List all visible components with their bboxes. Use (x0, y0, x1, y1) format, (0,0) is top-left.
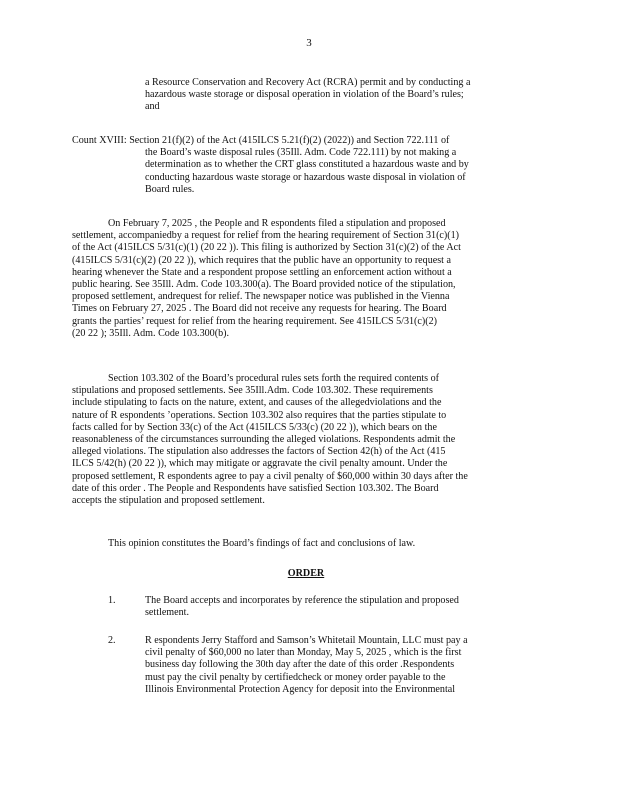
text-line: conducting hazardous waste storage or hazardous waste disposal in violation of (145, 171, 466, 183)
text-line: The Board accepts and incorporates by reference the stipulation and proposed (145, 595, 459, 606)
text-line: reasonableness of the circumstances surrounding the alleged violations. Respondents admit the (72, 434, 456, 446)
order-item-2 (145, 635, 533, 696)
text-line: proposed settlement, andrequest for relief. The newspaper notice was published in the Vienna (72, 291, 450, 303)
text-line: and (145, 101, 160, 113)
text-line: stipulations and proposed settlements. See 35Ill.Adm. Code 103.302. These requirements (72, 385, 433, 397)
order-item-number: 1. (108, 595, 116, 606)
text-line: On February 7, 2025 , the People and R espondents filed a stipulation and proposed (108, 218, 446, 229)
text-line: settlement. (145, 607, 190, 619)
paragraph-section-103-302 (72, 373, 532, 507)
text-line: proposed settlement, R espondents agree to pay a civil penalty of $60,000 within 30 days after the (72, 470, 468, 482)
text-line: facts called for by Section 33(c) of the Act (415ILCS 5/33(c) (20 22 )), which bears on the (72, 421, 437, 433)
paragraph-stipulation-filed (72, 218, 532, 340)
text-line: civil penalty of $60,000 no later than Monday, May 5, 2025 , which is the first (145, 647, 462, 659)
text-line: grants the parties’ request for relief from the hearing requirement. See 415ILCS 5/31(c)(2) (72, 315, 438, 327)
text-line: hearing whenever the State and a respondent propose settling an enforcement action without a (72, 266, 452, 278)
text-line: Times on February 27, 2025 . The Board did not receive any requests for hearing. The Board (72, 303, 447, 315)
order-item-number: 2. (108, 635, 116, 646)
text-line: (20 22 ); 35Ill. Adm. Code 103.300(b). (72, 327, 229, 339)
text-line: include stipulating to facts on the nature, extent, and causes of the allegedviolations and the (72, 397, 442, 409)
text-line: settlement, accompaniedby a request for relief from the hearing requirement of Section 31(c)(1) (72, 230, 460, 242)
text-line: Board rules. (145, 183, 195, 195)
order-heading-text: ORDER (287, 568, 325, 579)
page-number: 3 (306, 37, 312, 49)
text-line: accepts the stipulation and proposed settlement. (72, 495, 265, 507)
text-line: This opinion constitutes the Board’s findings of fact and conclusions of law. (108, 538, 416, 549)
order-item-1 (145, 595, 533, 619)
text-line: hazardous waste storage or disposal operation in violation of the Board’s rules; (145, 89, 464, 101)
text-line: R espondents Jerry Stafford and Samson’s Whitetail Mountain, LLC must pay a (145, 635, 468, 646)
text-line: of the Act (415ILCS 5/31(c)(1) (20 22 )). This filing is authorized by Section 31(c)(2) of the Act (72, 242, 461, 254)
text-line: public hearing. See 35Ill. Adm. Code 103.300(a). The Board provided notice of the stipulation, (72, 279, 456, 291)
text-line: alleged violations. The stipulation also addresses the factors of Section 42(h) of the Act (415 (72, 446, 446, 458)
text-line: determination as to whether the CRT glass constituted a hazardous waste and by (145, 159, 469, 171)
text-line: ILCS 5/42(h) (20 22 )), which may mitigate or aggravate the civil penalty amount. Under the (72, 458, 448, 470)
text-line: Illinois Environmental Protection Agency for deposit into the Environmental (145, 683, 456, 695)
text-line: a Resource Conservation and Recovery Act (RCRA) permit and by conducting a (145, 77, 471, 88)
text-line: Count XVIII: Section 21(f)(2) of the Act (415ILCS 5.21(f)(2) (2022)) and Section 722.111 of (72, 135, 450, 146)
text-line: nature of R espondents ’operations. Section 103.302 also requires that the parties stipulate to (72, 409, 447, 421)
text-line: (415ILCS 5/31(c)(2) (20 22 )), which requires that the public have an opportunity to request a (72, 254, 451, 266)
text-line: date of this order . The People and Respondents have satisfied Section 103.302. The Board (72, 482, 439, 494)
text-line: business day following the 30th day after the date of this order .Respondents (145, 659, 455, 671)
text-line: must pay the civil penalty by certifiedcheck or money order payable to the (145, 671, 446, 683)
count-continuation (145, 77, 533, 114)
text-line: the Board’s waste disposal rules (35Ill. Adm. Code 722.111) by not making a (145, 147, 457, 159)
text-line: Section 103.302 of the Board’s procedural rules sets forth the required contents of (108, 373, 440, 384)
count-xviii (72, 135, 532, 196)
paragraph-opinion-statement (72, 538, 532, 550)
order-heading (0, 568, 618, 579)
